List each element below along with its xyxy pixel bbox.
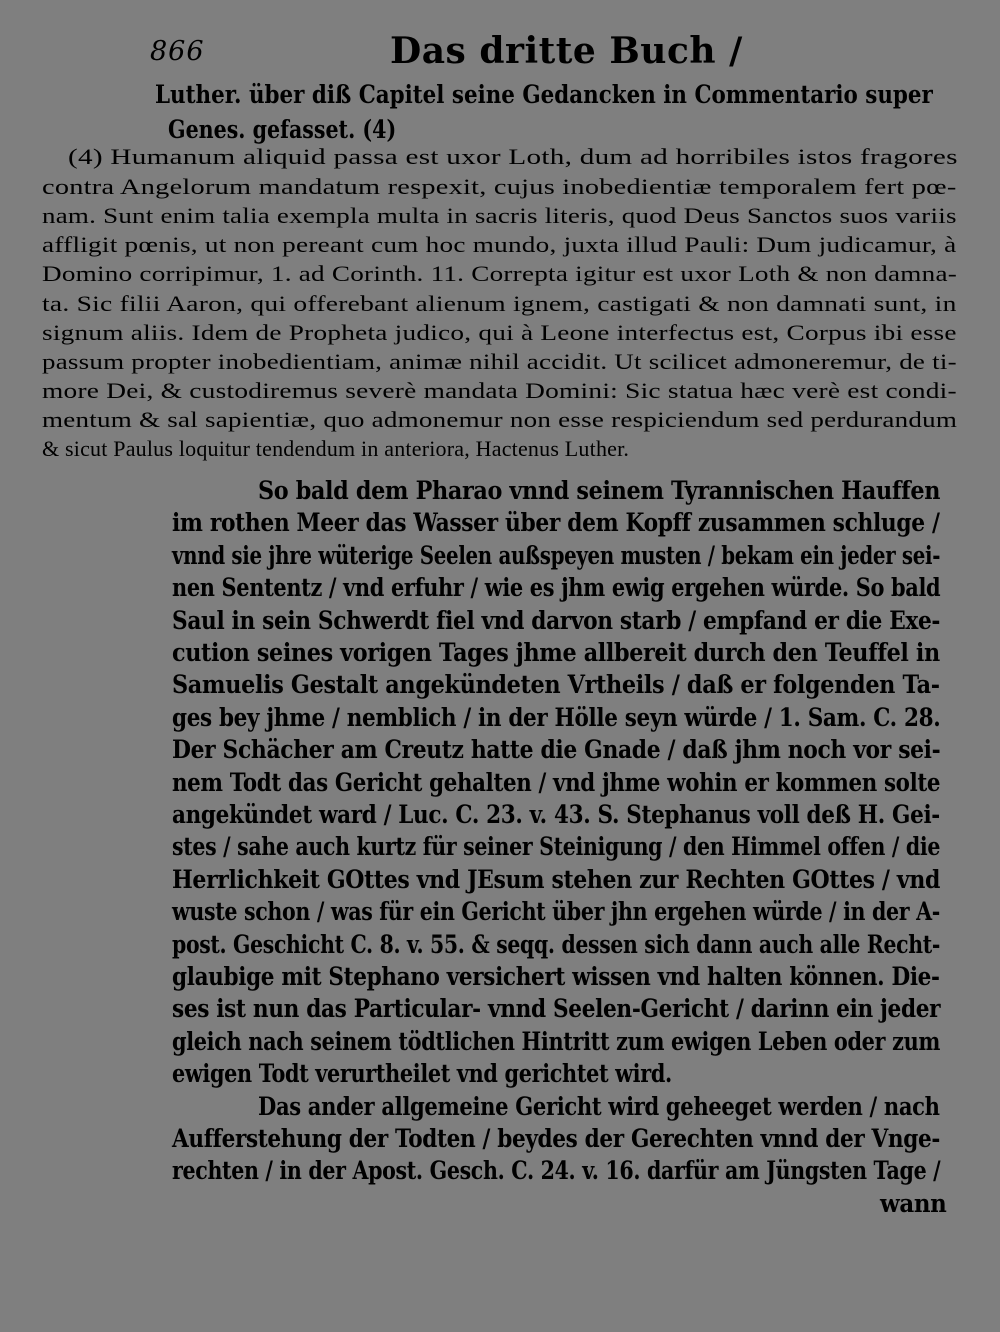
note-line: & sicut Paulus loquitur tendendum in anteriora, Hactenus Luther. [42, 436, 630, 461]
body-line: angekündet ward / Luc. C. 23. v. 43. S. Stephanus voll deß H. Gei- [172, 800, 940, 829]
body-line: glaubige mit Stephano versichert wissen vnd halten können. Die- [172, 962, 940, 991]
body-line: Aufferstehung der Todten / beydes der Gerechten vnnd der Vnge- [172, 1124, 940, 1153]
body-line: So bald dem Pharao vnnd seinem Tyrannischen Hauffen [258, 476, 941, 505]
note-line: passum propter inobedientiam, animæ nihil accidit. Ut scilicet admoneremur, de ti- [42, 349, 957, 374]
intro-line: Luther. über diß Capitel seine Gedancken in Commentario super [155, 80, 933, 109]
body-line: wann [880, 1188, 947, 1218]
note-line: (4) Humanum aliquid passa est uxor Loth, dum ad horribiles istos fragores [68, 144, 958, 169]
body-line: ewigen Todt verurtheilet vnd gerichtet wird. [172, 1059, 672, 1089]
body-line: Der Schächer am Creutz hatte die Gnade / daß jhm noch vor sei- [172, 735, 941, 765]
body-line: cution seines vorigen Tages jhme allbereit durch den Teuffel in [172, 638, 940, 667]
body-line: ges bey jhme / nemblich / in der Hölle seyn würde / 1. Sam. C. 28. [172, 702, 941, 732]
body-line: nen Sententz / vnd erfuhr / wie es jhm ewig ergehen würde. So bald [172, 573, 941, 603]
page-header [150, 30, 940, 74]
body-line: post. Geschicht C. 8. v. 55. & seqq. dessen sich dann auch alle Recht- [172, 929, 940, 959]
body-line: stes / sahe auch kurtz für seiner Steinigung / den Himmel offen / die [172, 832, 941, 862]
body-line: gleich nach seinem tödtlichen Hintritt zum ewigen Leben oder zum [172, 1026, 941, 1056]
body-line: Saul in sein Schwerdt fiel vnd darvon starb / empfand er die Exe- [172, 605, 941, 635]
note-line: more Dei, & custodiremus severè mandata Domini: Sic statua hæc verè est condi- [42, 378, 957, 403]
page-number: 866 [150, 36, 205, 67]
body-line: nem Todt das Gericht gehalten / vnd jhme wohin er kommen solte [172, 767, 941, 797]
note-line: contra Angelorum mandatum respexit, cujus inobedientiæ temporalem fert pœ- [42, 174, 957, 199]
body-line: wuste schon / was für ein Gericht über jhn ergehen würde / in der A- [172, 897, 940, 927]
body-line: Das ander allgemeine Gericht wird geheeget werden / nach [258, 1091, 940, 1121]
running-title: Das dritte Buch / [390, 30, 743, 72]
body-line: rechten / in der Apost. Gesch. C. 24. v. 16. darfür am Jüngsten Tage / [172, 1156, 941, 1186]
note-line: mentum & sal sapientiæ, quo admonemur non esse respiciendum sed perdurandum [42, 407, 958, 432]
note-line: Domino corripimur, 1. ad Corinth. 11. Correpta igitur est uxor Loth & non damna- [42, 261, 958, 286]
note-line: signum aliis. Idem de Propheta judico, qui à Leone interfectus est, Corpus ibi esse [42, 320, 957, 345]
body-line: ses ist nun das Particular- vnnd Seelen-Gericht / darinn ein jeder [172, 994, 941, 1024]
note-line: ta. Sic filii Aaron, qui offerebant alienum ignem, castigati & non damnati sunt, in [42, 291, 957, 316]
body-line: vnnd sie jhre wüterige Seelen außspeyen musten / bekam ein jeder sei- [172, 540, 941, 570]
note-line: affligit pœnis, ut non pereant cum hoc mundo, juxta illud Pauli: Dum judicamur, à [42, 232, 957, 257]
body-line: Samuelis Gestalt angekündeten Vrtheils / daß er folgenden Ta- [172, 670, 940, 700]
intro-line: Genes. gefasset. (4) [168, 115, 397, 144]
body-line: Herrlichkeit GOttes vnd JEsum stehen zur Rechten GOttes / vnd [172, 864, 941, 894]
note-line: nam. Sunt enim talia exempla multa in sacris literis, quod Deus Sanctos suos variis [42, 203, 957, 228]
body-line: im rothen Meer das Wasser über dem Kopff zusammen schluge / [172, 508, 940, 538]
